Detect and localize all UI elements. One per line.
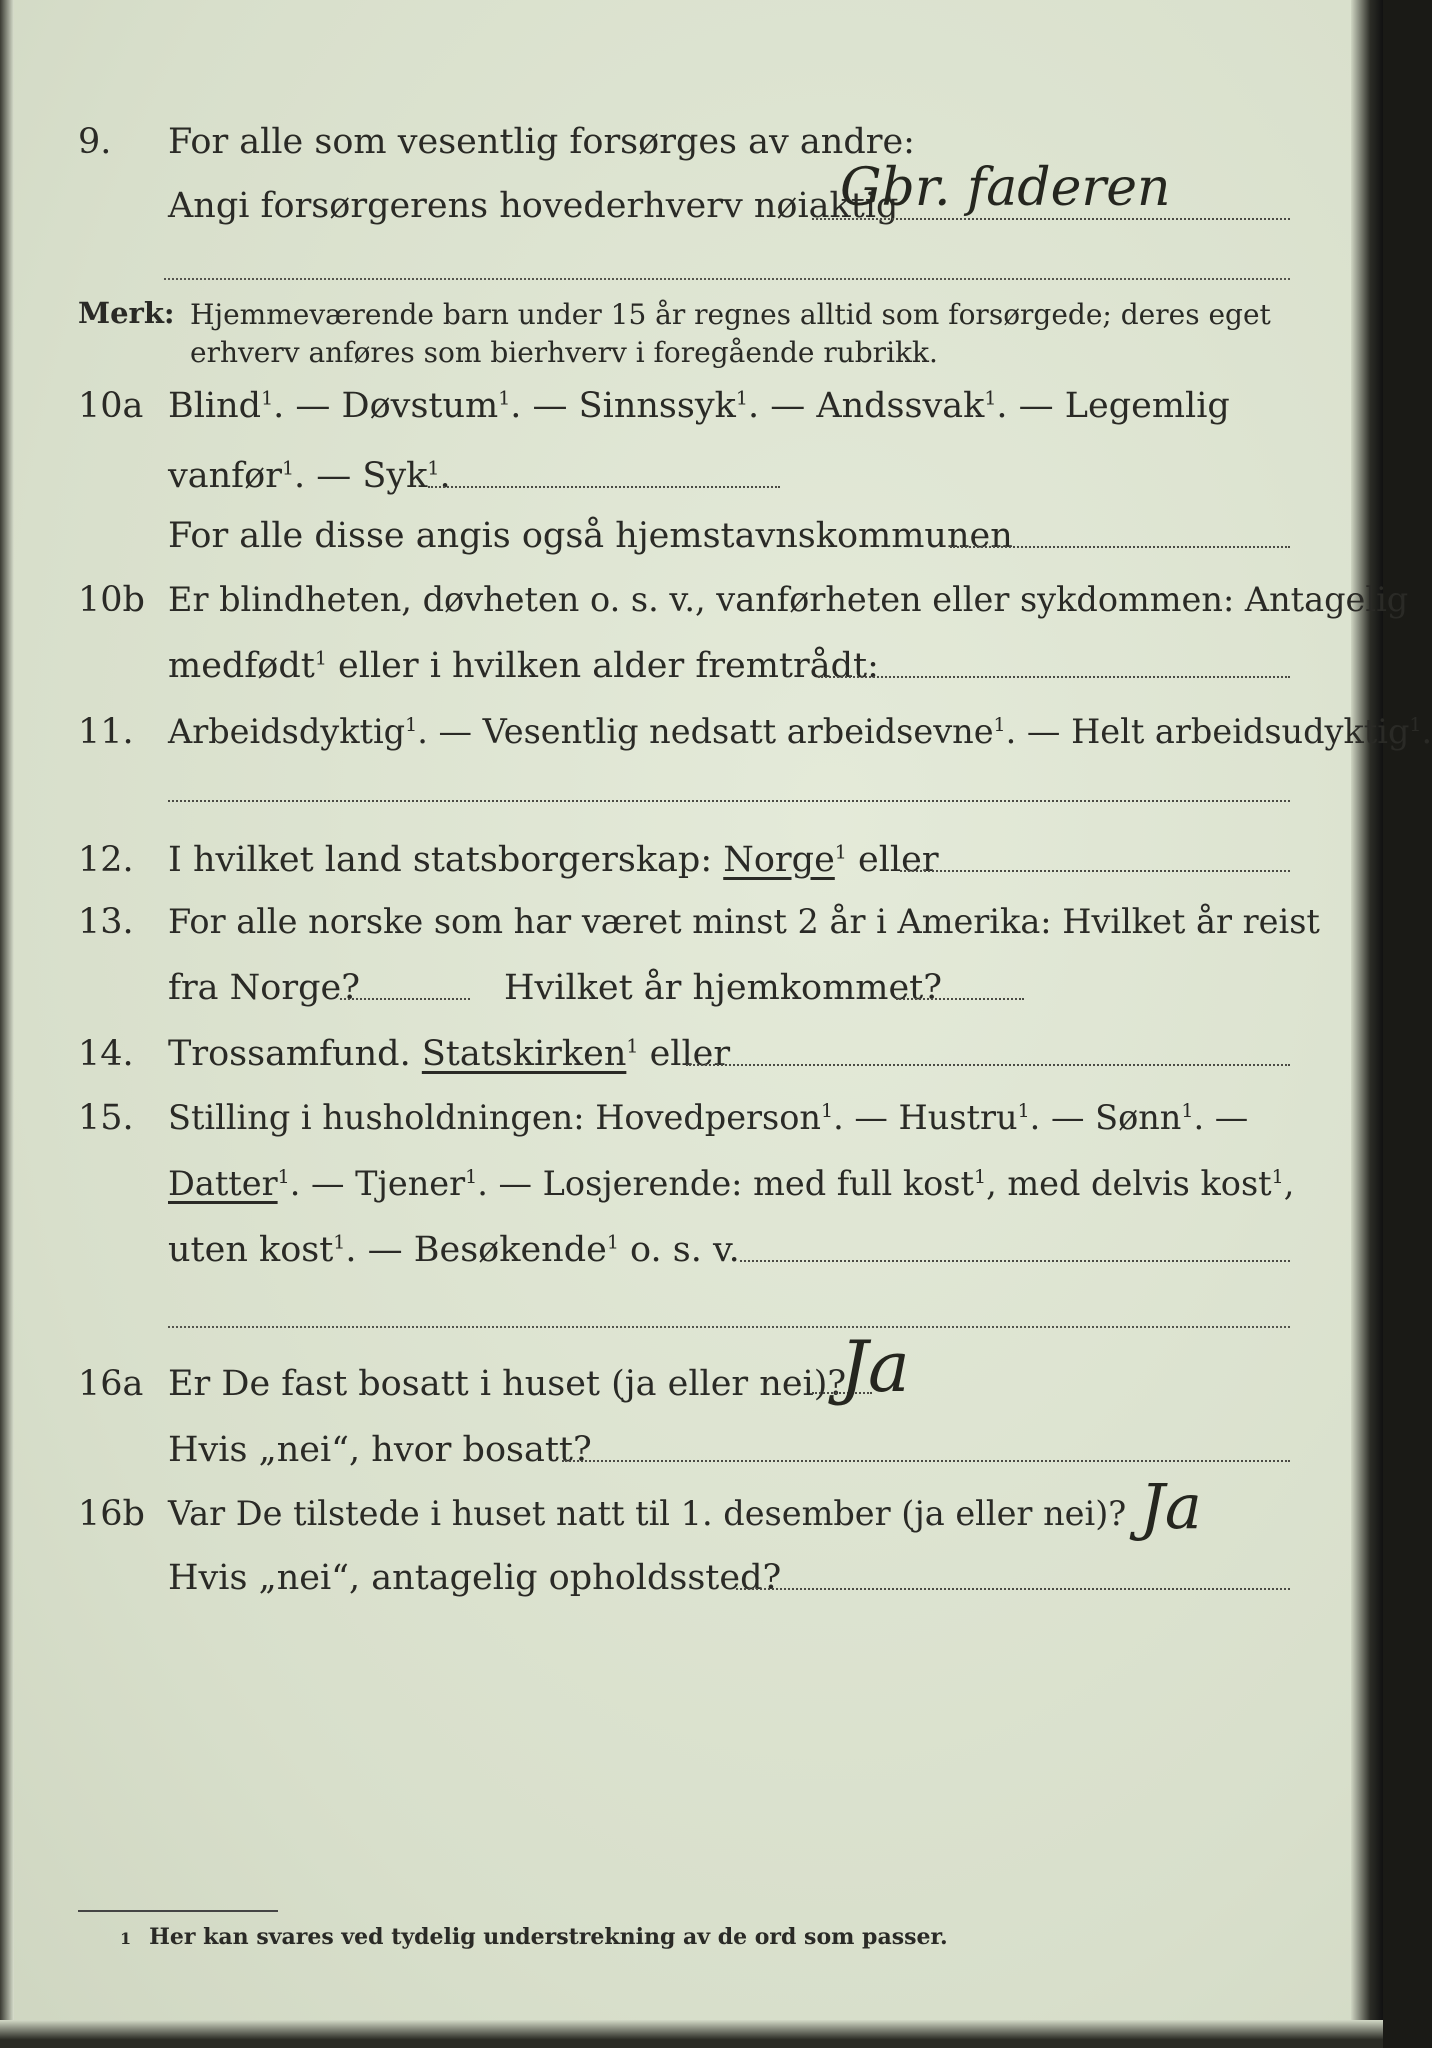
handwritten-answer: Gbr. faderen — [840, 158, 1171, 218]
option-nedsatt: . — Vesentlig nedsatt arbeidsevne — [417, 712, 994, 751]
answer-line — [686, 1064, 1290, 1066]
option-hustru: . — Hustru — [833, 1098, 1018, 1137]
footnote-divider — [78, 1910, 278, 1912]
option-sinnssyk: . — Sinnssyk — [510, 386, 736, 426]
question-text: Hvis „nei“, hvor bosatt? — [168, 1430, 592, 1470]
answer-line — [562, 1460, 1290, 1462]
underlined-choice-statskirken: Statskirken — [421, 1034, 627, 1074]
handwritten-answer: Ja — [1140, 1470, 1202, 1543]
footnote-text: Her kan svares ved tydelig understrekning av de ord som passer. — [149, 1924, 948, 1950]
section-divider — [168, 1326, 1290, 1328]
answer-line — [340, 998, 470, 1000]
section-divider — [164, 278, 1290, 280]
question-text: Var De tilstede i huset natt til 1. desember (ja eller nei)? — [168, 1494, 1127, 1533]
census-form-page: 9. For alle som vesentlig forsørges av andre: Angi forsørgerens hovederhverv nøiaktig Gbr. faderen Merk: Hjemmeværende barn under 15 år regnes alltid som forsørgede; deres eget erhverv anføres som bierhverv i foregående rubrikk. 10a Blind$^1$. — Døvstum$^1$. — Sinnssyk$^1$. — Andssvak$^1$. — Legemlig vanfør$^1$. — Syk$^1$. For alle disse angis også hjemstavnskommunen 10b Er blindheten, døvheten o. s. v., vanførheten eller sykdommen: Antagelig medfødt$^1$ eller i hvilken alder fremtrådt: 11. Arbeidsdyktig$^1$. — Vesentlig nedsatt arbeidsevne$^1$. — Helt arbeidsudyktig$^1$. 12. I hvilket land statsborgerskap: Norge$^1$ eller 13. For alle norske som har været minst 2 år i Amerika: Hvilket år reist fra Norge? Hvilket år hjemkommet? 14. Trossamfund. Statskirken$^1$ eller 15. Stilling i husholdningen: Hovedperson$^1$. — Hustru$^1$. — Sønn$^1$. — Datter$^1$. — Tjener$^1$. — Losjerende: med full kost$^1$, med delvis kost$^1$, uten kost$^1$. — Besøkende$^1$ o. s. v. 16a Er De fast bosatt i huset (ja eller nei)? Ja Hvis „nei“, hvor bosatt? 16b Var De tilstede i huset natt til 1. desember (ja eller nei)? Ja Hvis „nei“, antagelig opholdssted? 1 Her kan svares ved tydelig understrekning av de ord som passer. — [0, 0, 1383, 2048]
question-text: Hvis „nei“, antagelig opholdssted? — [168, 1558, 782, 1598]
footnote-mark: 1 — [120, 1929, 132, 1948]
question-number: 16a — [78, 1364, 144, 1404]
option-full-kost: . — Losjerende: med full kost — [477, 1164, 974, 1203]
question-number: 10b — [78, 580, 145, 620]
scan-edge-right — [1351, 0, 1383, 2048]
option-hovedperson: Stilling i husholdningen: Hovedperson — [168, 1098, 821, 1137]
answer-line — [428, 486, 780, 488]
option-arbeidsudyktig: . — Helt arbeidsudyktig — [1005, 712, 1410, 751]
footnote — [120, 1924, 948, 1950]
question-number: 15. — [78, 1098, 134, 1138]
option-arbeidsdyktig: Arbeidsdyktig — [168, 712, 406, 751]
option-vanfor: vanfør — [168, 456, 282, 496]
question-text: For alle norske som har været minst 2 år i Amerika: Hvilket år reist — [168, 902, 1320, 941]
question-number: 11. — [78, 712, 134, 752]
question-text: Er blindheten, døvheten o. s. v., vanførheten eller sykdommen: Antagelig — [168, 580, 1409, 619]
answer-line — [950, 546, 1290, 548]
option-sonn: . — Sønn — [1029, 1098, 1182, 1137]
answer-line — [168, 800, 1290, 802]
option-uten-kost: uten kost — [168, 1230, 334, 1270]
question-number: 10a — [78, 386, 144, 426]
note-label: Merk: — [78, 296, 175, 330]
scan-edge-bottom — [0, 2020, 1383, 2048]
option-blind: Blind — [168, 386, 262, 426]
answer-line — [896, 998, 1024, 1000]
underlined-choice-datter: Datter — [168, 1164, 278, 1203]
question-number: 14. — [78, 1034, 134, 1074]
answer-line — [818, 676, 1290, 678]
question-text: For alle disse angis også hjemstavnskommunen — [168, 516, 1013, 556]
option-delvis-kost: , med delvis kost — [986, 1164, 1272, 1203]
handwritten-answer: Ja — [840, 1326, 910, 1408]
question-number: 12. — [78, 840, 134, 880]
option-andssvak: . — Andssvak — [747, 386, 985, 426]
option-medfodt: medfødt — [168, 646, 315, 686]
answer-line — [740, 1260, 1290, 1262]
note-text: Hjemmeværende barn under 15 år regnes alltid som forsørgede; deres eget erhverv anføres som bierhverv i foregående rubrikk. — [190, 298, 1271, 369]
question-number: 13. — [78, 902, 134, 942]
question-text: Er De fast bosatt i huset (ja eller nei)? — [168, 1364, 847, 1404]
option-legemlig: . — Legemlig — [996, 386, 1230, 426]
option-syk: . — Syk — [294, 456, 428, 496]
answer-line — [812, 218, 1290, 220]
answer-line — [900, 870, 1290, 872]
underlined-choice-norge: Norge — [723, 840, 835, 880]
option-tjener: . — Tjener — [289, 1164, 466, 1203]
answer-line — [736, 1588, 1290, 1590]
option-dovstum: . — Døvstum — [273, 386, 499, 426]
question-text: Angi forsørgerens hovederhverv nøiaktig — [168, 186, 899, 226]
question-number: 16b — [78, 1494, 145, 1534]
question-number: 9. — [78, 122, 112, 162]
scan-edge-left — [0, 0, 14, 2048]
question-text: For alle som vesentlig forsørges av andre: — [168, 122, 915, 162]
option-besokende: . — Besøkende — [345, 1230, 607, 1270]
